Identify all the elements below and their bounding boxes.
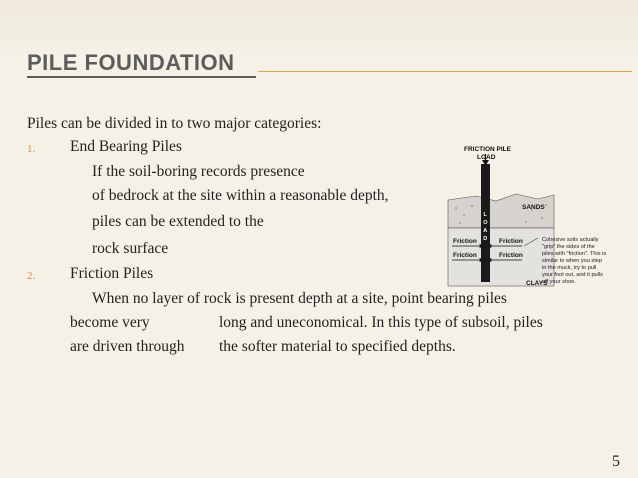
friction-line-2-right: long and uneconomical. In this type of subsoil, piles xyxy=(219,314,543,331)
note-line-5: in the muck, try to pull xyxy=(542,265,597,271)
note-line-6: your foot out, and it pulls xyxy=(542,272,603,278)
page-number: 5 xyxy=(612,453,620,470)
friction-label-right-top: Friction xyxy=(499,238,523,245)
item-heading-friction: Friction Piles xyxy=(70,265,154,282)
pile-letter-o: O xyxy=(483,220,488,226)
header-band xyxy=(0,0,638,56)
friction-line-3-right: the softer material to specified depths. xyxy=(219,338,456,355)
note-line-3: piles with "friction". This is xyxy=(542,251,607,257)
friction-line-1: When no layer of rock is present depth at a site, point bearing piles xyxy=(92,290,507,307)
end-bearing-line-3: piles can be extended to the xyxy=(92,213,264,230)
friction-label-right-bottom: Friction xyxy=(499,252,523,259)
friction-pile-svg xyxy=(442,140,638,292)
diagram-title: FRICTION PILE xyxy=(464,146,511,153)
note-line-7: off your shoe. xyxy=(542,279,576,285)
note-line-4: similar to when you step xyxy=(542,258,603,264)
friction-line-3-left: are driven through xyxy=(70,338,185,355)
title-underline xyxy=(27,76,256,78)
end-bearing-line-2: of bedrock at the site within a reasonable depth, xyxy=(92,187,389,204)
diagram-load-label: LOAD xyxy=(477,154,496,161)
friction-pile-diagram xyxy=(442,140,638,292)
list-number-2: 2. xyxy=(27,270,36,282)
friction-label-left-top: Friction xyxy=(453,238,477,245)
note-line-1: Cohesive soils actually xyxy=(542,237,599,243)
list-number-1: 1. xyxy=(27,143,36,155)
end-bearing-line-4: rock surface xyxy=(92,240,169,257)
intro-text: Piles can be divided in to two major categories: xyxy=(27,115,322,132)
pile-letter-l: L xyxy=(483,212,487,218)
note-line-2: "grip" the sides of the xyxy=(542,244,595,250)
friction-label-left-bottom: Friction xyxy=(453,252,477,259)
item-heading-end-bearing: End Bearing Piles xyxy=(70,138,182,155)
friction-line-2-left: become very xyxy=(70,314,150,331)
pile-letter-a: A xyxy=(483,228,488,234)
page-title: PILE FOUNDATION xyxy=(27,50,235,75)
sands-layer xyxy=(448,194,554,228)
title-rule xyxy=(258,71,632,72)
sands-label: SANDS xyxy=(522,204,545,211)
clays-label: CLAYS xyxy=(526,280,548,287)
pile-letter-d: D xyxy=(483,236,488,242)
end-bearing-line-1: If the soil-boring records presence xyxy=(92,163,305,180)
